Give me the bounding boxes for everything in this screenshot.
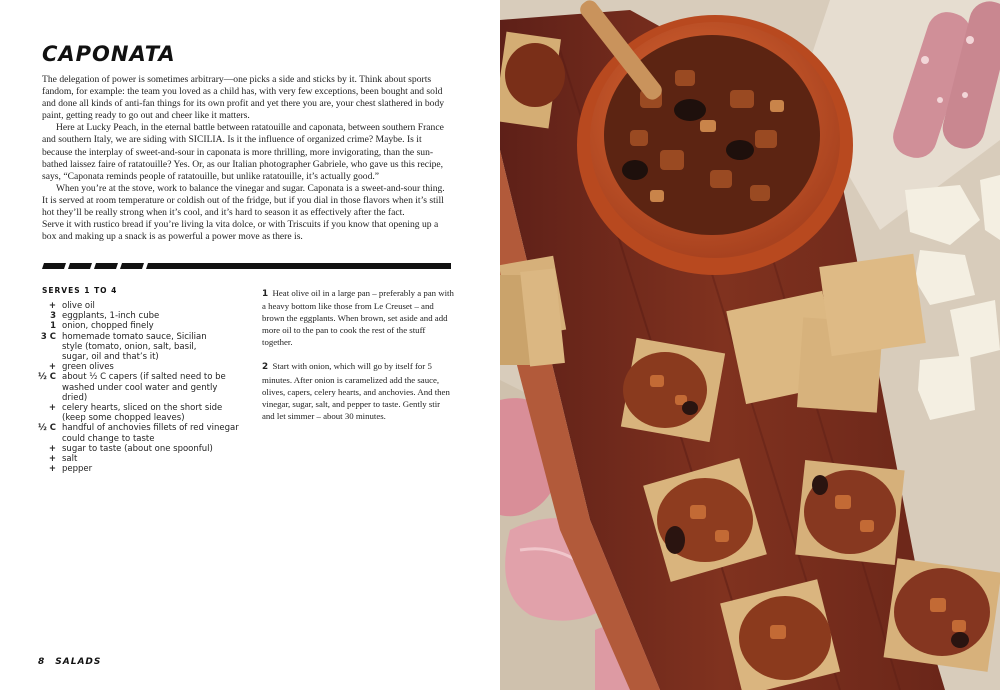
ingredient-text: sugar to taste (about one spoonful): [62, 443, 213, 454]
intro-paragraph: When you’re at the stove, work to balance the vinegar and sugar. Caponata is a sweet-and-sour thing. It is served at room temperature or coldish out of the fridge, but if you dial in those flavors when it’s still hot they’ll be really strong when it’s cool, and it’s hard to season it as effectively after the fact.: [42, 182, 445, 219]
ingredient-qty: 3: [50, 311, 56, 322]
intro-paragraph: The delegation of power is sometimes arbitrary—one picks a side and sticks by it. Think about sports fandom, for example: the team you loved as a child has, with very few exceptions, been bought and sold and done all kinds of anti-fan things for its own profit and yet there you are, your chest slathered in body paint, getting ready to go out and cheer like it matters.: [42, 74, 445, 122]
method-step: [262, 360, 454, 421]
section-name: SALADS: [55, 657, 102, 667]
ingredient-qty: 3 C: [40, 331, 56, 342]
step-text: Start with onion, which will go by itself for 5 minutes. After onion is caramelized add the sauce, olives, capers, celery hearts, and anchovies. And then vinegar, sugar, salt, and pepper to taste. Gently stir and let simmer – about 30 minutes.: [262, 361, 450, 421]
ingredient-text: homemade tomato sauce, Sicilian style (tomato, onion, salt, basil, sugar, oil and that’s it): [62, 331, 207, 363]
ingredient-item: [32, 362, 262, 372]
food-photo-illustration: [500, 0, 1000, 690]
ingredient-item: [32, 464, 262, 474]
page-footer: [38, 657, 101, 667]
page-number: 8: [38, 657, 46, 667]
serves-label: SERVES 1 TO 4: [42, 286, 118, 295]
ingredient-text: celery hearts, sliced on the short side (keep some chopped leaves): [62, 403, 223, 424]
ingredient-item: [32, 454, 262, 464]
ingredient-qty: +: [48, 301, 56, 311]
step-number: 1: [262, 289, 269, 299]
recipe-title: CAPONATA: [42, 42, 176, 66]
ingredient-qty: +: [48, 454, 56, 465]
ingredient-qty: +: [48, 443, 56, 454]
caponata-photo: [500, 0, 1000, 690]
method-step: [262, 287, 454, 348]
ingredient-text: eggplants, 1-inch cube: [62, 311, 160, 322]
ingredient-qty: +: [48, 362, 56, 373]
ingredient-text: onion, chopped finely: [62, 321, 154, 332]
method-steps: [262, 287, 454, 434]
ingredient-qty: 1: [50, 321, 56, 332]
ingredient-text: green olives: [62, 362, 114, 373]
step-number: 2: [262, 362, 269, 373]
ingredient-text: handful of anchovies fillets of red vinegar could change to taste: [62, 423, 239, 444]
ingredient-qty: +: [48, 403, 56, 414]
ingredient-text: about ½ C capers (if salted need to be washed under cool water and gently dried): [62, 372, 226, 403]
section-divider: [42, 263, 451, 269]
ingredient-item: [32, 403, 262, 423]
ingredient-item: [32, 301, 262, 311]
ingredient-text: olive oil: [62, 301, 95, 311]
ingredient-item: [32, 321, 262, 331]
ingredient-text: salt: [62, 454, 78, 465]
ingredient-item: [32, 311, 262, 321]
ingredient-qty: ½ C: [38, 423, 56, 434]
intro-paragraph: Serve it with rustico bread if you’re living la vita dolce, or with Triscuits if you know that opening up a box and making up a snack is as powerful a power move as there is.: [42, 219, 439, 243]
ingredient-text: pepper: [62, 464, 93, 475]
ingredient-list: [32, 301, 262, 474]
ingredient-qty: ½ C: [38, 372, 56, 383]
step-text: Heat olive oil in a large pan – preferably a pan with a heavy bottom like those from Le Creuset – and brown the eggplants. When brown, set aside and add more oil to the pan to cook the rest of the stuff together.: [262, 288, 454, 348]
ingredient-item: [32, 423, 262, 443]
ingredient-qty: +: [48, 464, 56, 475]
ingredient-item: [32, 444, 262, 454]
intro-text: [42, 74, 450, 243]
intro-paragraph: Here at Lucky Peach, in the eternal battle between ratatouille and caponata, between southern France and southern Italy, we are siding with SICILIA. Is it the influence of organized crime? Maybe. Is it because the interplay of sweet-and-sour in caponata is more thrilling, more invigorating, than the sun-bathed laissez faire of ratatouille? Yes. Or, as our Italian photographer Gabriele, who gave us this recipe, says, “Caponata reminds people of ratatouille, but unlike ratatouille, it’s actually good.”: [42, 122, 444, 182]
ingredient-item: [32, 332, 262, 363]
ingredient-item: [32, 372, 262, 403]
